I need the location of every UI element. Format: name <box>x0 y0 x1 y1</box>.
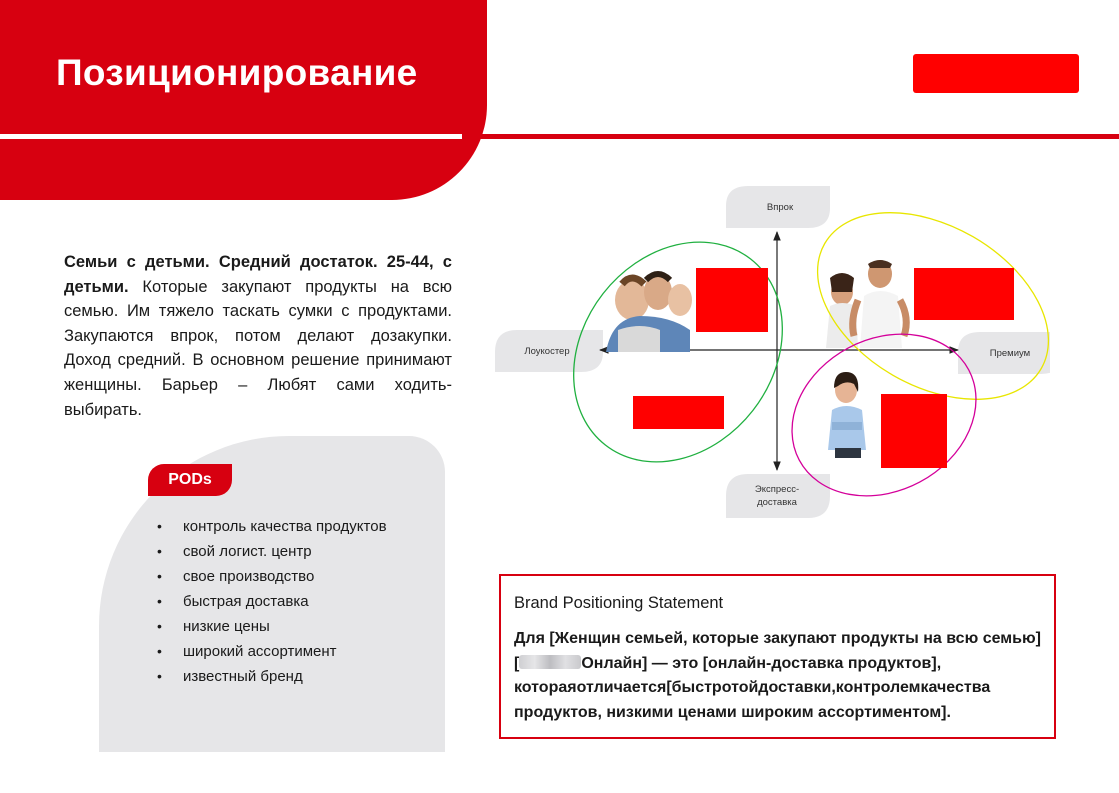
bullet-icon: • <box>157 543 162 559</box>
header-divider-line <box>462 134 1119 139</box>
list-item <box>157 616 397 637</box>
axis-label-top: Впрок <box>766 202 794 213</box>
blurred-brand-name <box>519 655 581 669</box>
bullet-icon: • <box>157 518 162 534</box>
list-item <box>157 591 397 612</box>
bullet-icon: • <box>157 643 162 659</box>
statement-part-1: Для [Женщин семьей, которые закупают продукты на всю семью] [ <box>514 630 1041 672</box>
pods-list <box>157 516 397 691</box>
header-divider-stripe <box>0 134 462 139</box>
pods-badge: PODs <box>148 464 232 496</box>
axis-label-right: Премиум <box>989 348 1031 359</box>
list-item <box>157 641 397 662</box>
family-photo <box>606 274 692 352</box>
pod-label: свое производство <box>183 568 315 585</box>
redacted-label-2 <box>914 268 1014 320</box>
bullet-icon: • <box>157 593 162 609</box>
pod-label: свой логист. центр <box>183 543 312 560</box>
redacted-label-3 <box>633 396 724 429</box>
bullet-icon: • <box>157 618 162 634</box>
woman-photo <box>828 372 866 458</box>
axis-label-bottom-1: Экспресс- <box>754 484 800 495</box>
positioning-map <box>490 180 1050 525</box>
axis-tab-bottom <box>726 474 830 518</box>
statement-title: Brand Positioning Statement <box>514 594 724 612</box>
pod-label: известный бренд <box>183 668 303 685</box>
pod-label: быстрая доставка <box>183 593 309 610</box>
header-banner <box>0 0 487 200</box>
list-item <box>157 566 397 587</box>
segment-text: Которые закупают продукты на всю семью. Им тяжело таскать сумки с продуктами. Закупаются впрок, потом делают дозакупки. Доход средний. В основном решение принимают женщины. Барьер – Любят сами ходить-выбирать. <box>64 277 452 419</box>
list-item <box>157 541 397 562</box>
redacted-label-4 <box>881 394 947 468</box>
bullet-icon: • <box>157 568 162 584</box>
pod-label: контроль качества продуктов <box>183 518 387 535</box>
pod-label: низкие цены <box>183 618 270 635</box>
pod-label: широкий ассортимент <box>183 643 337 660</box>
redacted-logo-block <box>913 54 1079 93</box>
statement-body <box>514 627 1049 725</box>
axis-label-left: Лоукостер <box>524 346 570 357</box>
statement-part-2: Онлайн] — это [онлайн-доставка продуктов], котораяотличается[быстротойдоставки,контролемкачества продуктов, низкими ценами широким ассортиментом]. <box>514 654 991 721</box>
segment-bold-lead: Семьи с детьми. Средний достаток. 25-44, с детьми. <box>64 253 452 296</box>
list-item <box>157 516 397 537</box>
axis-label-bottom-2: доставка <box>757 497 797 508</box>
segment-description <box>64 250 452 422</box>
redacted-label-1 <box>696 268 768 332</box>
bullet-icon: • <box>157 668 162 684</box>
page-title: Позиционирование <box>56 52 418 93</box>
list-item <box>157 666 397 687</box>
